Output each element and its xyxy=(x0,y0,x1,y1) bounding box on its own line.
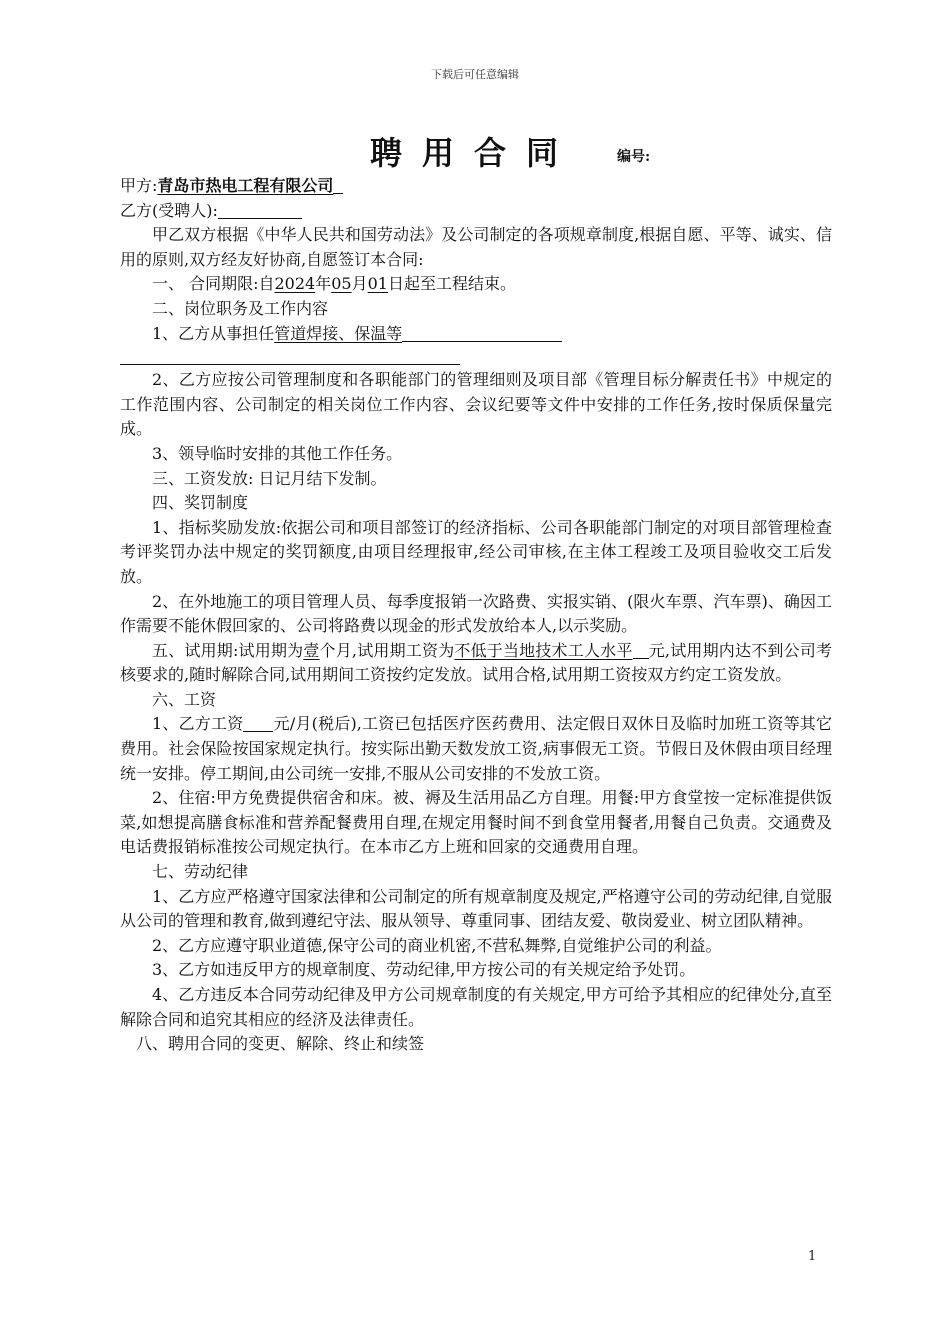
page-number: 1 xyxy=(808,1249,817,1264)
contract-title: 聘用合同 xyxy=(370,134,579,172)
probation-suffix: 元,试用期内达不到公司考核要求的,随时解除合同,试用期间工资按约定发放。试用合格,试用期工资按双方约定工资发放。 xyxy=(120,640,832,685)
probation-prefix: 五、试用期:试用期为 xyxy=(152,640,304,660)
term-year: 2024 xyxy=(274,274,316,294)
probation-period: 壹 xyxy=(303,640,320,660)
section-7-item-4: 4、乙方违反本合同劳动纪律及甲方公司规章制度的有关规定,甲方可给予其相应的纪律处分,直至解除合同和追究其相应的经济及法律责任。 xyxy=(120,985,832,1029)
section-3: 三、工资发放: 日记月结下发制。 xyxy=(152,468,387,488)
section-7-item-3: 3、乙方如违反甲方的规章制度、劳动纪律,甲方按公司的有关规定给予处罚。 xyxy=(152,960,696,980)
section-2-item-2: 2、乙方应按公司管理制度和各职能部门的管理细则及项目部《管理目标分解责任书》中规定的工作范围内容、公司制定的相关岗位工作内容、会议纪要等文件中安排的工作任务,按时保质保量完成。 xyxy=(120,370,832,439)
section-6-item-1 xyxy=(120,712,832,786)
section-7-title: 七、劳动纪律 xyxy=(152,862,249,882)
term-prefix: 一、 合同期限:自 xyxy=(152,274,275,294)
item-1-continuation-blank xyxy=(120,346,460,365)
section-7-item-1: 1、乙方应严格遵守国家法律和公司制定的所有规章制度及规定,严格遵守公司的劳动纪律,自觉服从公司的管理和教育,做到遵纪守法、服从领导、尊重同事、团结友爱、敬岗爱业、树立团队精神。 xyxy=(120,886,832,931)
section-1-term xyxy=(120,272,832,297)
section-5-probation xyxy=(120,639,832,688)
wage-prefix: 1、乙方工资 xyxy=(152,714,244,734)
section-4-title: 四、奖罚制度 xyxy=(152,493,249,513)
section-8-title: 八、聘用合同的变更、解除、终止和续签 xyxy=(136,1034,425,1054)
party-a-name: 青岛市热电工程有限公司 xyxy=(157,176,334,195)
party-a-underline-tail xyxy=(333,175,343,194)
intro-paragraph: 甲乙双方根据《中华人民共和国劳动法》及公司制定的各项规章制度,根据自愿、平等、诚实、信用的原则,双方经友好协商,自愿签订本合同: xyxy=(120,225,832,269)
probation-wage: 不低于当地技术工人水平 xyxy=(454,640,633,660)
term-day: 01 xyxy=(367,274,388,294)
wage-suffix: 元/月(税后),工资已包括医疗医药费用、法定假日双休日及临时加班工资等其它费用。社会保险按国家规定执行。按实际出勤天数发放工资,病事假无工资。节假日及休假由项目经理统一安排。停工期间,由公司统一安排,不服从公司安排的不发放工资。 xyxy=(120,714,832,783)
wage-amount-blank xyxy=(243,713,273,732)
term-month-suffix: 月 xyxy=(351,274,368,294)
term-year-suffix: 年 xyxy=(315,274,332,294)
section-7-item-2: 2、乙方应遵守职业道德,保守公司的商业机密,不营私舞弊,自觉维护公司的利益。 xyxy=(152,935,722,955)
party-b-name-blank xyxy=(218,200,302,219)
section-2-item-3: 3、领导临时安排的其他工作任务。 xyxy=(152,443,403,463)
term-suffix: 日起至工程结束。 xyxy=(387,274,516,294)
section-4-item-2: 2、在外地施工的项目管理人员、每季度报销一次路费、实报实销、(限火车票、汽车票)、确因工作需要不能休假回家的、公司将路费以现金的形式发放给本人,以示奖励。 xyxy=(120,591,832,636)
title-row xyxy=(0,128,950,172)
item-1-underline-tail xyxy=(402,323,562,342)
section-2-item-1 xyxy=(120,322,832,347)
probation-wage-underline-tail xyxy=(633,640,649,659)
section-6-title: 六、工资 xyxy=(152,689,217,709)
item-1-prefix: 1、乙方从事担任 xyxy=(152,323,275,343)
party-b-label: 乙方(受聘人): xyxy=(120,200,218,220)
party-a-line xyxy=(120,174,832,199)
section-6-item-2: 2、住宿:甲方免费提供宿舍和床。被、褥及生活用品乙方自理。用餐:甲方食堂按一定标准提供饭菜,如想提高膳食标准和营养配餐费用自理,在规定用餐时间不到食堂用餐者,用餐自己负责。交通费及电话费报销标准按公司规定执行。在本市乙方上班和回家的交通费用自理。 xyxy=(120,788,832,857)
contract-body xyxy=(120,174,832,1057)
probation-mid: 个月,试用期工资为 xyxy=(319,640,455,660)
party-b-line xyxy=(120,199,832,224)
item-1-position: 管道焊接、保温等 xyxy=(274,323,403,343)
section-2-title: 二、岗位职务及工作内容 xyxy=(152,298,329,318)
party-a-label: 甲方: xyxy=(120,176,158,195)
header-note: 下载后可任意编辑 xyxy=(431,68,519,81)
section-4-item-1: 1、指标奖励发放:依据公司和项目部签订的经济指标、公司各职能部门制定的对项目部管理检查考评奖罚办法中规定的奖罚额度,由项目经理报审,经公司审核,在主体工程竣工及项目验收交工后发放。 xyxy=(120,517,832,586)
term-month: 05 xyxy=(331,274,352,294)
contract-number-label: 编号: xyxy=(617,149,651,165)
